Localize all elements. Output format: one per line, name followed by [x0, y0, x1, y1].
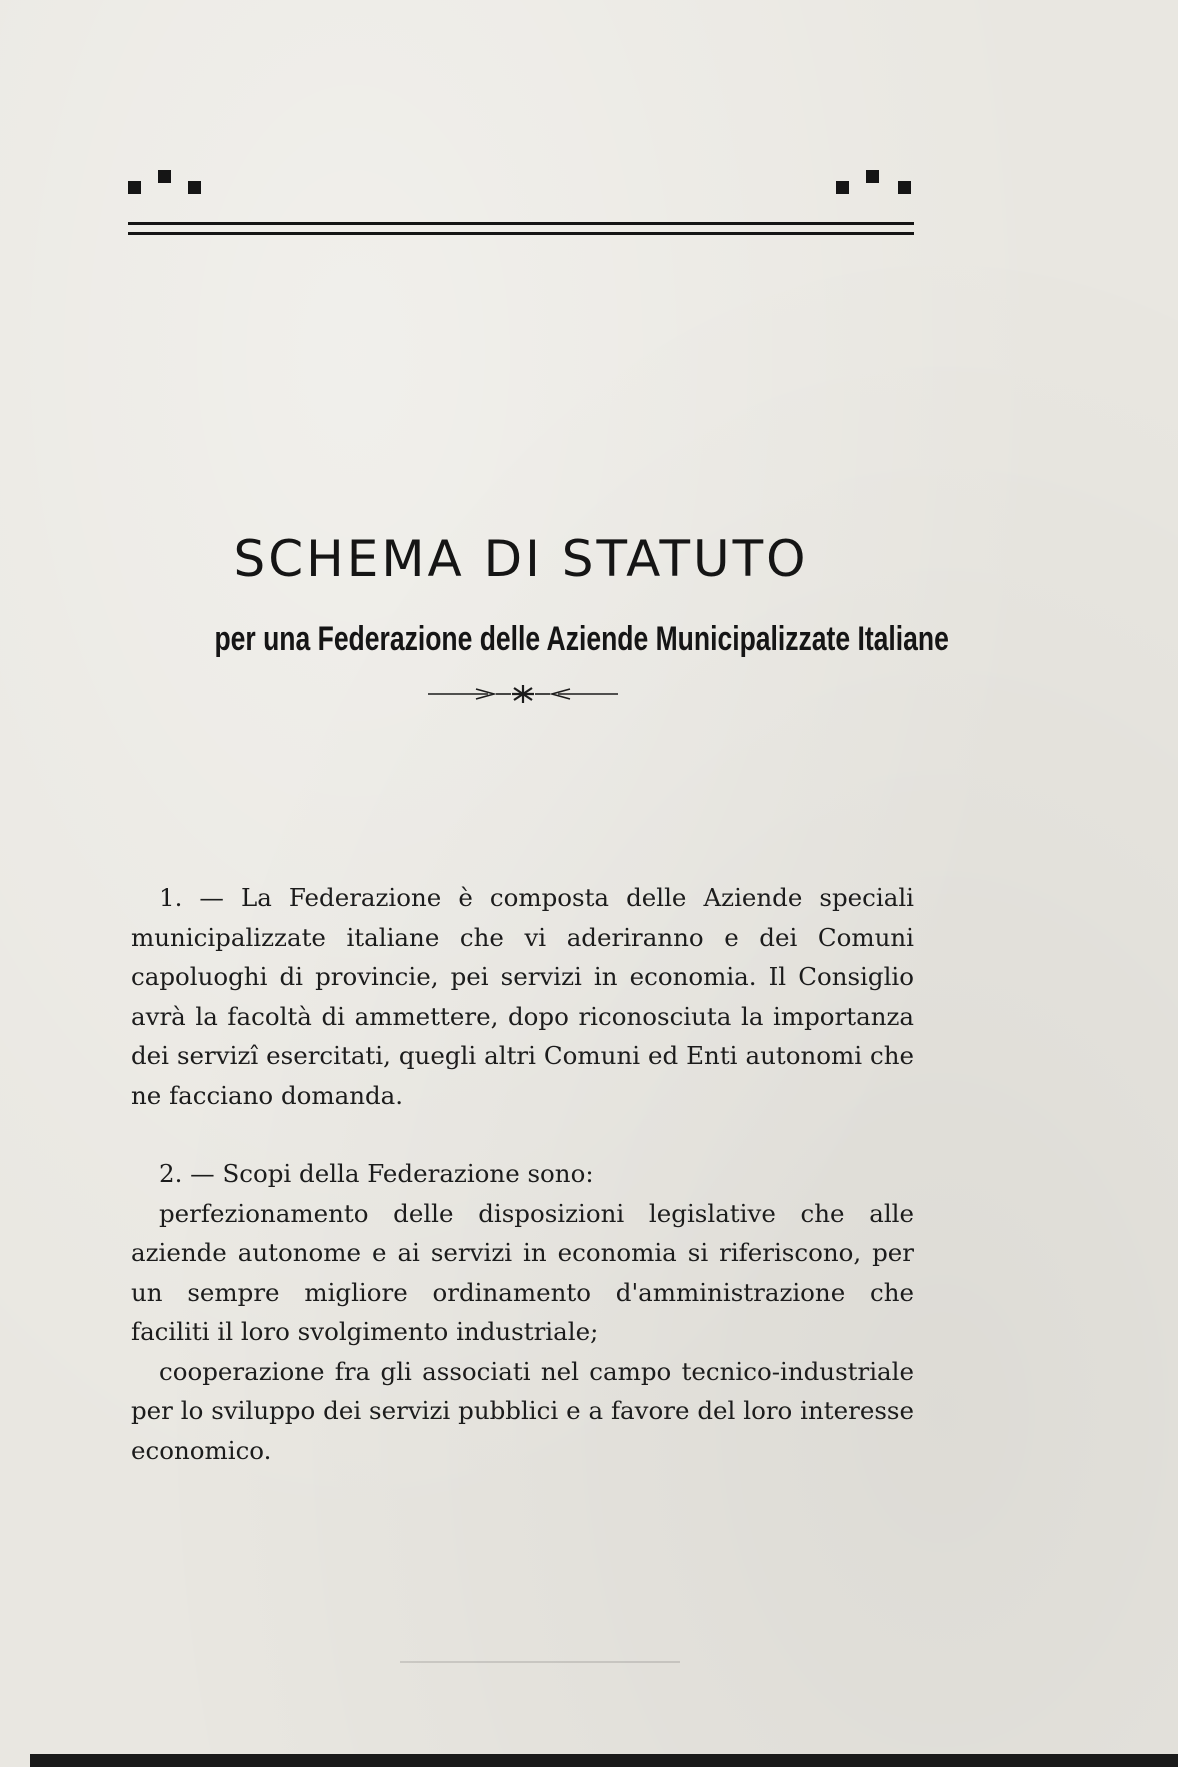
bleed-through-line [400, 1661, 680, 1663]
page-edge-shadow [30, 1754, 1178, 1767]
article-2-intro: 2. — Scopi della Federazione sono: [159, 1159, 594, 1188]
fleuron-divider-icon [428, 682, 618, 706]
article-1: 1. — La Federazione è composta delle Aziende speciali municipalizzate italiane che vi aderiranno e dei Comuni capoluoghi di provincie, pei servizi in economia. Il Consiglio avrà la facoltà di ammettere, dopo riconosciuta la importanza dei servizî esercitati, quegli altri Comuni ed Enti autonomi che ne facciano domanda. [131, 883, 914, 1110]
header-rule [128, 232, 914, 235]
header-rule [128, 222, 914, 225]
square-cluster-icon [836, 170, 916, 210]
document-title: SCHEMA DI STATUTO [233, 530, 809, 588]
article-2-item: perfezionamento delle disposizioni legislative che alle aziende autonome e ai servizi in economia si riferiscono, per un sempre migliore ordinamento d'amministrazione che faciliti il loro svolgimento industriale; [131, 1198, 914, 1346]
document-subtitle: per una Federazione delle Aziende Municipalizzate Italiane [214, 620, 949, 658]
square-cluster-icon [128, 170, 208, 210]
document-body [131, 878, 914, 1470]
article-2-item: cooperazione fra gli associati nel campo tecnico-industriale per lo sviluppo dei servizi pubblici e a favore del loro interesse economico. [131, 1356, 914, 1465]
